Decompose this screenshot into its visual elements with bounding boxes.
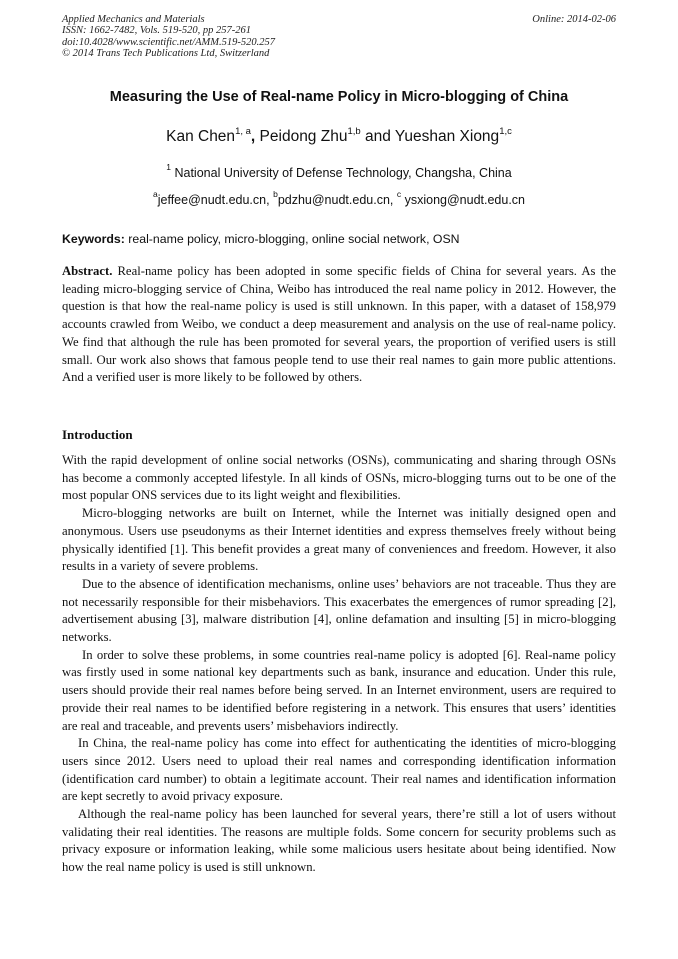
author-superscript: 1,c bbox=[499, 126, 512, 137]
paragraph: Due to the absence of identification mechanisms, online uses’ behaviors are not traceable. Thus they are not necessarily responsible for their misbehaviors. This exacerbates the emergences of rumor spreading [2], advertisement abusing [3], malware distribution [4], online defamation and insulting [5] in micro-blogging networks. bbox=[62, 576, 616, 645]
author-conjunction: and bbox=[364, 128, 391, 145]
paper-title: Measuring the Use of Real-name Policy in Micro-blogging of China bbox=[109, 89, 569, 105]
author-list bbox=[30, 128, 648, 146]
email-superscript: b bbox=[273, 189, 278, 199]
author-name: Yueshan Xiong bbox=[394, 128, 500, 145]
paragraph: In China, the real-name policy has come into effect for authenticating the identities of micro-blogging users since 2012. Users need to upload their real names and corresponding identification information (identification card number) to obtain a legitimate account. Their real names and identification information are kept secretly to avoid privacy exposure. bbox=[62, 736, 616, 804]
abstract-text: Real-name policy has been adopted in some specific fields of China for several years. As the leading micro-blogging service of China, Weibo has introduced the real name policy in 2012. However, the question is that how the real-name policy is used is still unknown. In this paper, with a dataset of 158,979 accounts crawled from Weibo, we conduct a deep measurement and analysis on the use of real-name policy. We find that although the rule has been promoted for several years, the proportion of verified users is still small. Our work also shows that famous people tend to use their real names to gain more public attentions. And a verified user is more likely to be followed by others. bbox=[62, 264, 616, 385]
paragraph: With the rapid development of online social networks (OSNs), communicating and sharing through OSNs has become a commonly accepted lifestyle. In all kinds of OSNs, micro-blogging turns out to be one of the most popular ONS services due to its light weight and flexibilities. bbox=[62, 453, 616, 503]
author-superscript: 1, a bbox=[235, 126, 251, 137]
keywords bbox=[62, 232, 616, 246]
journal-name: Applied Mechanics and Materials bbox=[62, 14, 205, 25]
author-name: Peidong Zhu bbox=[259, 128, 348, 145]
email-superscript: a bbox=[153, 189, 158, 199]
affiliation-superscript: 1 bbox=[166, 162, 171, 172]
paragraph: In order to solve these problems, in some countries real-name policy is adopted [6]. Real-name policy was firstly used in some national key departments such as bank, insurance and education. Under this rule, users should provide their real names before being served. In an Internet environment, users are required to provide their real names to be identified before registering in a network. This ensures that users’ identities are real and traceable, and prevents users’ misbehaviors indirectly. bbox=[62, 647, 616, 733]
section-heading-introduction: Introduction bbox=[62, 427, 133, 442]
introduction-body bbox=[62, 452, 616, 877]
abstract bbox=[62, 263, 616, 387]
affiliation-text: National University of Defense Technology, Changsha, China bbox=[174, 166, 512, 180]
email-address[interactable]: jeffee@nudt.edu.cn, bbox=[157, 193, 270, 207]
author-superscript: 1,b bbox=[347, 126, 361, 137]
keywords-text: real-name policy, micro-blogging, online social network, OSN bbox=[128, 232, 460, 246]
doi-line: doi:10.4028/www.scientific.net/AMM.519-520.257 bbox=[62, 36, 275, 48]
email-superscript: c bbox=[396, 189, 402, 199]
issn-line: ISSN: 1662-7482, Vols. 519-520, pp 257-261 bbox=[62, 25, 251, 37]
paragraph: Although the real-name policy has been launched for several years, there’re still a lot of users without validating their real identities. The reasons are multiple folds. Some concern for security problems such as privacy exposure or information leaking, while some malicious users hesitate about being identified. Now how the real name policy is used is still unknown. bbox=[62, 807, 616, 875]
affiliation bbox=[30, 162, 648, 180]
email-address[interactable]: pdzhu@nudt.edu.cn, bbox=[277, 193, 394, 207]
keywords-label: Keywords: bbox=[62, 232, 125, 246]
author-name: Kan Chen bbox=[166, 128, 236, 145]
author-separator: , bbox=[250, 128, 256, 145]
email-list bbox=[30, 189, 648, 207]
copyright-line: © 2014 Trans Tech Publications Ltd, Switzerland bbox=[62, 48, 270, 60]
paragraph: Micro-blogging networks are built on Internet, while the Internet was initially designed open and anonymous. Users use pseudonyms as their Internet identities and express themselves freely without being physically identified [1]. This benefit provides a great many of conveniences and freedom. However, it also results in a variety of severe problems. bbox=[62, 506, 616, 574]
journal-header bbox=[62, 14, 616, 60]
online-date: Online: 2014-02-06 bbox=[532, 14, 616, 25]
email-address[interactable]: ysxiong@nudt.edu.cn bbox=[404, 193, 525, 207]
abstract-label: Abstract. bbox=[62, 264, 113, 278]
